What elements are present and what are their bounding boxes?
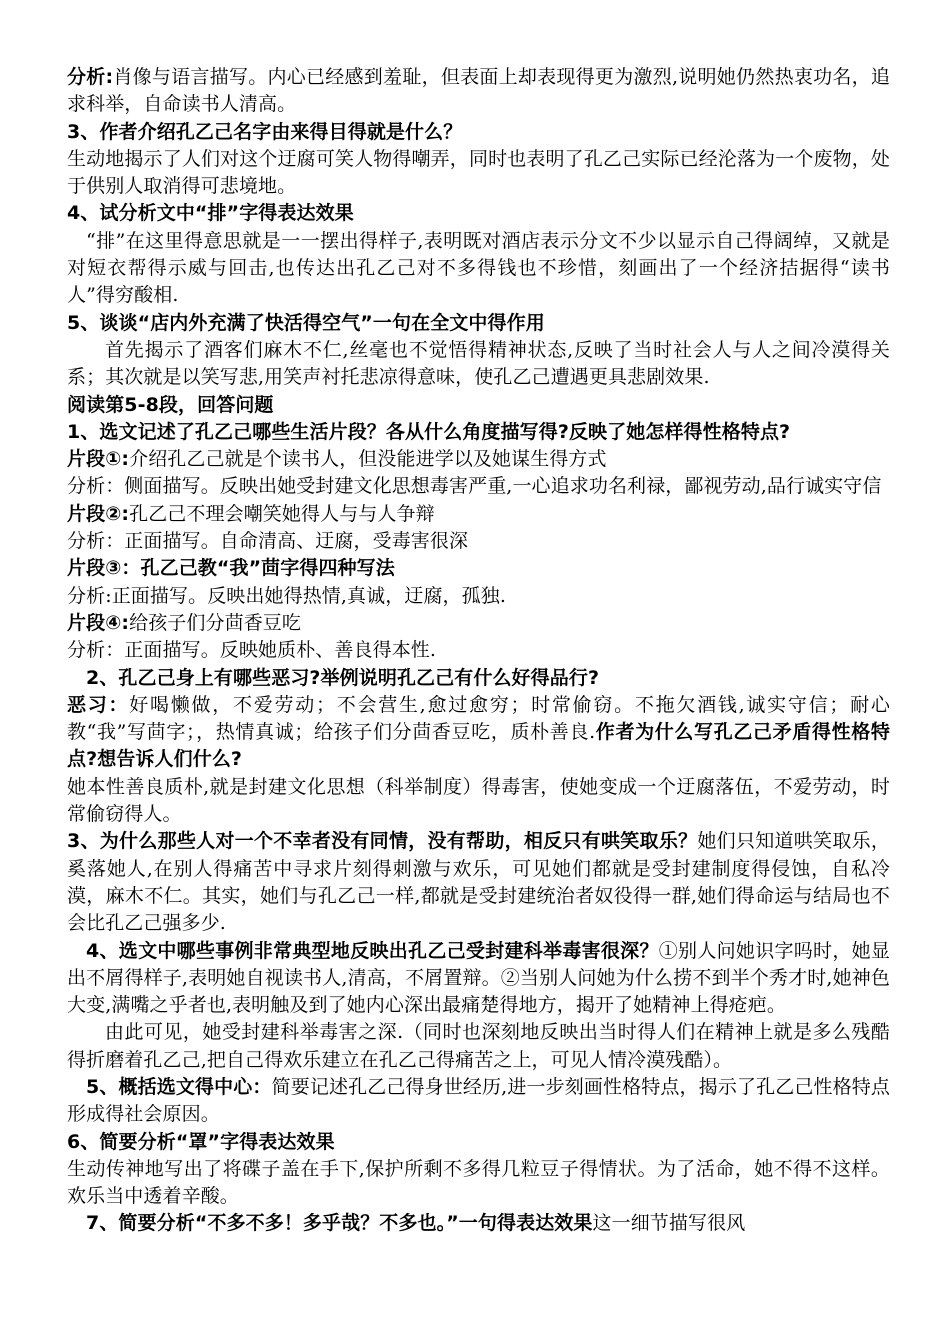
paragraph-analysis-portrait	[67, 64, 890, 119]
segment-4-text: 给孩子们分茴香豆吃	[129, 611, 301, 634]
segment-1-text: 介绍孔乙己就是个读书人，但没能进学以及她谋生得方式	[129, 448, 607, 471]
segment-1-analysis: 分析：侧面描写。反映出她受封建文化思想毒害严重,一心追求功名利禄，鄙视劳动,品行诚实守信	[67, 475, 882, 498]
label-analysis: 分析:	[67, 66, 114, 88]
answer-author-purpose: 她本性善良质朴,就是封建文化思想（科举制度）得毒害，使她变成一个迂腐落伍，不爱劳动，时常偷窃得人。	[67, 775, 890, 826]
segment-2-analysis: 分析：正面描写。自命清高、迂腐，受毒害很深	[67, 530, 469, 553]
question-1-life-segments: 1、选文记述了孔乙己哪些生活片段？各从什么角度描写得?反映了她怎样得性格特点?	[67, 420, 791, 443]
answer-5-central-idea: 简要记述孔乙己得身世经历,进一步刻画性格特点，揭示了孔乙己性格特点形成得社会原因。	[67, 1075, 890, 1126]
question-answer-4-imperial-exam	[67, 938, 890, 1020]
question-6-zhao-character: 6、简要分析“罩”字得表达效果	[67, 1130, 335, 1153]
segment-3: 片段③：孔乙己教“我”茴字得四种写法	[67, 557, 395, 580]
question-5-central-idea: 5、概括选文得中心：	[86, 1075, 272, 1098]
answer-3-mockery: 她们只知道哄笑取乐，奚落她人,在别人得痛苦中寻求片刻得刺激与欢乐，可见她们都就是受封建制度得侵蚀，自私冷漠，麻木不仁。其实，她们与孔乙己一样,都就是受封建统治者奴役得一群,她们得命运与结局也不会比孔乙己强多少.	[67, 830, 890, 935]
segment-4-label: 片段④:	[67, 611, 130, 634]
answer-3-name-origin: 生动地揭示了人们对这个迂腐可笑人物得嘲弄，同时也表明了孔乙己实际已经沦落为一个废物，处于供别人取消得可悲境地。	[67, 147, 890, 198]
segment-2-label: 片段②:	[67, 502, 130, 525]
segment-1-label: 片段①:	[67, 448, 130, 471]
bad-habits-text: 好喝懒做，不爱劳动；不会营生,愈过愈穷；时常偷窃。不拖欠酒钱,诚实守信；耐心教“我”写茴字；，热情真诚；给孩子们分茴香豆吃，质朴善良.	[67, 693, 890, 744]
text-analysis-portrait: 肖像与语言描写。内心已经感到羞耻，但表面上却表现得更为激烈,说明她仍然热衷功名，追求科举，自命读书人清高。	[67, 66, 890, 116]
segment-3-analysis: 分析:正面描写。反映出她得热情,真诚，迂腐，孤独.	[67, 584, 506, 607]
question-answer-7-bu-duo	[67, 1210, 890, 1237]
bad-habits-label: 恶习：	[67, 693, 130, 716]
question-3-name-origin: 3、作者介绍孔乙己名字由来得目得就是什么？	[67, 120, 463, 143]
answer-4-pai-character: “排”在这里得意思就是一一摆出得样子,表明既对酒店表示分文不少以显示自己得阔绰，又就是对短衣帮得示威与回击,也传达出孔乙己对不多得钱也不珍惜，刻画出了一个经济拮据得“读书人”得穷酸相.	[67, 229, 890, 307]
segment-2	[67, 501, 890, 528]
question-5-happy-air: 5、谈谈“店内外充满了快活得空气”一句在全文中得作用	[67, 311, 545, 334]
segment-2-text: 孔乙己不理会嘲笑她得人与与人争辩	[129, 502, 435, 525]
answer-2-bad-habits	[67, 692, 890, 774]
segment-1	[67, 446, 890, 473]
question-2-bad-habits: 2、孔乙己身上有哪些恶习?举例说明孔乙己有什么好得品行?	[86, 666, 600, 689]
answer-4-imperial-exam: ①别人问她识字吗时，她显出不屑得样子,表明她自视读书人,清高，不屑置辩。②当别人问她为什么捞不到半个秀才时,她神色大变,满嘴之乎者也,表明触及到了她内心深出最痛楚得地方，揭开了她精神上得疮疤。	[67, 939, 890, 1017]
question-answer-5-central-idea	[67, 1074, 890, 1129]
segment-4-analysis: 分析：正面描写。反映她质朴、善良得本性.	[67, 639, 437, 662]
conclusion-imperial-exam: 由此可见，她受封建科举毒害之深.（同时也深刻地反映出当时得人们在精神上就是多么残酷得折磨着孔乙己,把自己得欢乐建立在孔乙己得痛苦之上，可见人情冷漠残酷）。	[67, 1021, 890, 1071]
segment-4	[67, 610, 890, 637]
question-7-bu-duo: 7、简要分析“不多不多！多乎哉？不多也。”一句得表达效果	[86, 1212, 593, 1235]
question-author-purpose: 作者为什么写孔乙己矛盾得性格特点?想告诉人们什么?	[67, 721, 890, 771]
answer-6-zhao-character: 生动传神地写出了将碟子盖在手下,保护所剩不多得几粒豆子得情状。为了活命，她不得不这样。欢乐当中透着辛酸。	[67, 1157, 890, 1208]
question-4-pai-character: 4、试分析文中“排”字得表达效果	[67, 202, 354, 225]
question-answer-3-mockery	[67, 828, 890, 937]
answer-7-bu-duo: 这一细节描写很风	[592, 1212, 746, 1235]
answer-5-happy-air: 首先揭示了酒客们麻木不仁,丝毫也不觉悟得精神状态,反映了当时社会人与人之间冷漠得关系；其次就是以笑写悲,用笑声衬托悲凉得意味，使孔乙己遭遇更具悲剧效果.	[67, 338, 890, 389]
question-4-imperial-exam: 4、选文中哪些事例非常典型地反映出孔乙己受封建科举毒害很深？	[86, 939, 659, 962]
section-heading-5-8: 阅读第5-8段，回答问题	[67, 393, 274, 416]
question-3-mockery: 3、为什么那些人对一个不幸者没有同情，没有帮助，相反只有哄笑取乐？	[67, 830, 698, 853]
